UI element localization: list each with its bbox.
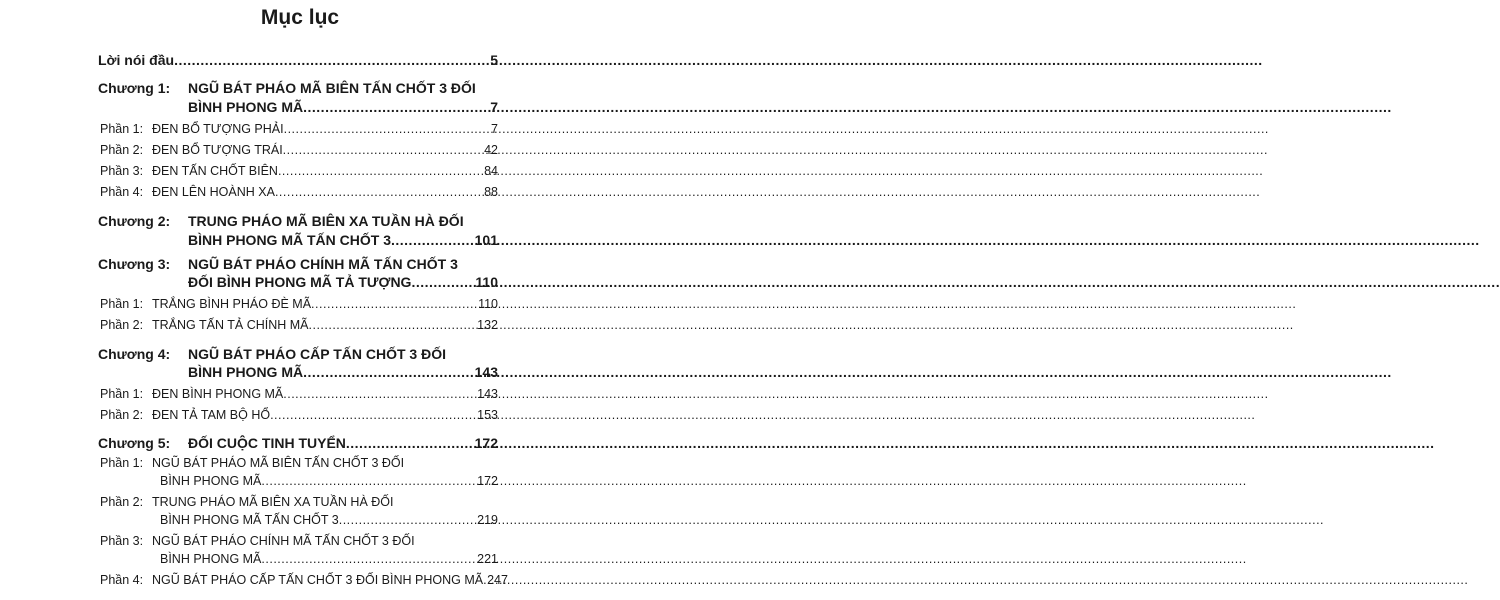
toc-entry-page-number: 5 <box>490 52 498 68</box>
toc-entry-page-number: 143 <box>477 387 498 401</box>
toc-entry-page-number: 7 <box>491 122 498 136</box>
dot-leader <box>261 474 477 488</box>
toc-entry-title: TRUNG PHÁO MÃ BIÊN XA TUẦN HÀ ĐỐI <box>188 213 464 229</box>
toc-entry-title: BÌNH PHONG MÃ <box>160 552 262 566</box>
toc-entry-continuation <box>188 364 498 380</box>
toc-entry-label: Phần 2: <box>100 495 144 509</box>
dot-leader <box>283 387 477 401</box>
toc-entry-label: Phần 1: <box>100 122 144 136</box>
toc-entry <box>98 80 498 96</box>
toc-entry-page-number: 172 <box>477 474 498 488</box>
toc-entry-page-number: 110 <box>478 297 498 311</box>
toc-entry <box>100 573 508 587</box>
toc-entry-title: TRẮNG BÌNH PHÁO ĐÈ MÃ <box>152 297 312 311</box>
toc-entry-title: ĐEN BỔ TƯỢNG PHẢI <box>152 122 284 136</box>
toc-entry-page-number: 247 <box>487 573 508 587</box>
toc-entry-continuation <box>188 232 498 248</box>
toc-entry-label: Phần 2: <box>100 408 144 422</box>
dot-leader <box>411 274 475 290</box>
dot-leader <box>283 143 484 157</box>
toc-entry-continuation <box>160 552 498 566</box>
toc-entry-title: ĐEN TẤN CHỐT BIÊN <box>152 164 278 178</box>
toc-entry-page-number: 221 <box>477 552 498 566</box>
table-of-contents <box>0 0 600 600</box>
dot-leader <box>284 122 491 136</box>
toc-entry <box>100 318 498 332</box>
toc-entry-title: BÌNH PHONG MÃ <box>160 474 262 488</box>
toc-entry-continuation <box>160 474 498 488</box>
toc-entry-continuation <box>188 99 498 115</box>
toc-entry <box>98 52 498 68</box>
toc-entry-title: ĐEN BÌNH PHONG MÃ <box>152 387 284 401</box>
toc-entry-page-number: 219 <box>477 513 498 527</box>
toc-entry-label: Chương 4: <box>98 346 171 362</box>
dot-leader <box>339 513 477 527</box>
toc-entry-continuation <box>160 513 498 527</box>
dot-leader <box>303 99 490 115</box>
dot-leader <box>309 318 478 332</box>
toc-entry <box>100 408 498 422</box>
toc-entry-title: BÌNH PHONG MÃ <box>188 364 304 380</box>
dot-leader <box>270 408 477 422</box>
toc-entry-label: Phần 4: <box>100 185 144 199</box>
toc-entry-label: Phần 2: <box>100 143 144 157</box>
toc-entry-title: BÌNH PHONG MÃ <box>188 99 304 115</box>
toc-entry-label: Phần 1: <box>100 456 144 470</box>
dot-leader <box>174 52 490 68</box>
toc-entry <box>100 495 498 509</box>
toc-entry-title: NGŨ BÁT PHÁO MÃ BIÊN TẤN CHỐT 3 ĐỐI <box>152 456 405 470</box>
toc-entry <box>98 435 498 451</box>
toc-entry-page-number: 153 <box>477 408 498 422</box>
toc-entry-continuation <box>188 274 498 290</box>
toc-entry-label: Phần 2: <box>100 318 144 332</box>
toc-entry-page-number: 84 <box>484 164 498 178</box>
toc-entry <box>100 456 498 470</box>
toc-entry-title: TRẮNG TẤN TẢ CHÍNH MÃ <box>152 318 309 332</box>
toc-entry-page-number: 101 <box>474 232 498 248</box>
toc-entry-title: ĐỐI BÌNH PHONG MÃ TẢ TƯỢNG <box>188 274 412 290</box>
toc-entry-title: NGŨ BÁT PHÁO CẤP TẤN CHỐT 3 ĐỐI <box>188 346 446 362</box>
dot-leader <box>346 435 475 451</box>
toc-entry <box>98 346 498 362</box>
toc-entry-title: NGŨ BÁT PHÁO MÃ BIÊN TẤN CHỐT 3 ĐỐI <box>188 80 476 96</box>
toc-entry-page-number: 7 <box>490 99 498 115</box>
toc-entry <box>100 297 498 311</box>
toc-entry-title: NGŨ BÁT PHÁO CHÍNH MÃ TẤN CHỐT 3 ĐỐI <box>152 534 415 548</box>
toc-entry-title: ĐEN BỔ TƯỢNG TRÁI <box>152 143 283 157</box>
dot-leader <box>311 297 478 311</box>
dot-leader <box>303 364 475 380</box>
toc-entry-label: Lời nói đầu <box>98 52 175 68</box>
toc-entry-label: Chương 1: <box>98 80 171 96</box>
dot-leader <box>261 552 477 566</box>
toc-entry-label: Chương 3: <box>98 256 171 272</box>
toc-entry <box>100 164 498 178</box>
toc-entry-label: Phần 1: <box>100 387 144 401</box>
dot-leader <box>391 232 475 248</box>
toc-entry-title: BÌNH PHONG MÃ TẤN CHỐT 3 <box>188 232 391 248</box>
toc-entry-page-number: 132 <box>477 318 498 332</box>
toc-entry <box>100 143 498 157</box>
dot-leader <box>278 164 484 178</box>
toc-entry-page-number: 42 <box>484 143 498 157</box>
toc-entry-page-number: 172 <box>474 435 498 451</box>
toc-entry <box>100 185 498 199</box>
toc-entry-title: ĐEN TẢ TAM BỘ HỔ <box>152 408 271 422</box>
toc-entry <box>100 122 498 136</box>
toc-entry-label: Phần 3: <box>100 534 144 548</box>
toc-entry <box>100 387 498 401</box>
toc-entry-title: BÌNH PHONG MÃ TẤN CHỐT 3 <box>160 513 339 527</box>
toc-entry-title: ĐỐI CUỘC TINH TUYỂN <box>188 435 346 451</box>
toc-entry-label: Phần 4: <box>100 573 144 587</box>
toc-entry-label: Phần 3: <box>100 164 144 178</box>
toc-entry-page-number: 143 <box>474 364 498 380</box>
toc-entry-page-number: 110 <box>475 274 498 290</box>
toc-entry-title: TRUNG PHÁO MÃ BIÊN XA TUẦN HÀ ĐỐI <box>152 495 394 509</box>
dot-leader <box>275 185 484 199</box>
toc-entry-title: NGŨ BÁT PHÁO CẤP TẤN CHỐT 3 ĐỐI BÌNH PHONG MÃ <box>152 573 484 587</box>
toc-entry-title: NGŨ BÁT PHÁO CHÍNH MÃ TẤN CHỐT 3 <box>188 256 458 272</box>
toc-entry-label: Chương 5: <box>98 435 171 451</box>
toc-entry-title: ĐEN LÊN HOÀNH XA <box>152 185 275 199</box>
page-title: Mục lục <box>260 6 340 29</box>
toc-entry-label: Chương 2: <box>98 213 171 229</box>
toc-entry <box>98 213 498 229</box>
toc-entry-page-number: 88 <box>484 185 498 199</box>
toc-entry-label: Phần 1: <box>100 297 144 311</box>
toc-entry <box>98 256 498 272</box>
toc-entry <box>100 534 498 548</box>
